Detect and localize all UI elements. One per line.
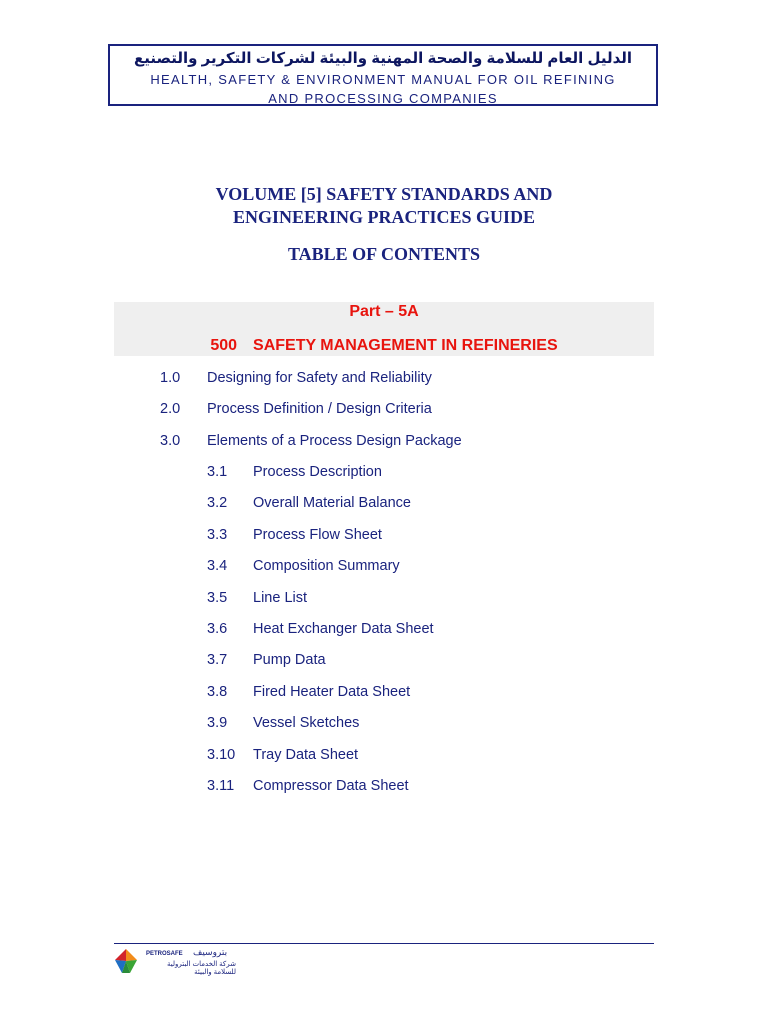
header-arabic-title: الدليل العام للسلامة والصحة المهنية والبيئة لشركات التكرير والتصنيع <box>133 50 633 67</box>
toc-item-number: 3.1 <box>207 464 228 480</box>
toc-item-label: Line List <box>253 590 308 606</box>
footer-arabic-brand: بتروسيف <box>193 947 228 957</box>
toc-item-number: 3.4 <box>207 558 228 574</box>
header-english-line-2: AND PROCESSING COMPANIES <box>268 91 498 106</box>
part-label: Part – 5A <box>349 303 419 320</box>
toc-item-number: 2.0 <box>160 401 181 417</box>
toc-item-number: 3.3 <box>207 527 228 543</box>
part-section-number: 500 <box>210 337 238 354</box>
volume-title-line-2: ENGINEERING PRACTICES GUIDE <box>232 207 536 227</box>
toc-item-label: Heat Exchanger Data Sheet <box>253 621 434 637</box>
toc-item-number: 3.0 <box>160 433 181 449</box>
part-banner <box>114 302 654 356</box>
toc-item-label: Compressor Data Sheet <box>253 778 409 794</box>
header-english-line-1: HEALTH, SAFETY & ENVIRONMENT MANUAL FOR OIL REFINING <box>150 72 616 87</box>
toc-item-number: 3.11 <box>207 778 235 794</box>
toc-item-label: Designing for Safety and Reliability <box>207 370 432 386</box>
part-section-heading <box>114 336 654 356</box>
toc-item-label: Overall Material Balance <box>253 495 411 511</box>
manual-header-box <box>108 44 658 106</box>
part-section-title: SAFETY MANAGEMENT IN REFINERIES <box>253 337 558 354</box>
volume-title <box>0 183 768 229</box>
toc-item-number: 3.9 <box>207 715 228 731</box>
toc-item-number: 3.7 <box>207 652 228 668</box>
toc-item-number: 3.8 <box>207 684 228 700</box>
footer-brand-name: PETROSAFE <box>146 951 183 957</box>
toc-item-label: Tray Data Sheet <box>253 747 359 763</box>
toc-item-label: Composition Summary <box>253 558 400 574</box>
toc-item-label: Process Flow Sheet <box>253 527 382 543</box>
footer-arabic-subtitle: شركة الخدمات البترولية للسلامة والبيئة <box>167 961 236 976</box>
toc-item-label: Process Description <box>253 464 382 480</box>
toc-item-label: Fired Heater Data Sheet <box>253 684 411 700</box>
volume-title-line-1: VOLUME [5] SAFETY STANDARDS AND <box>215 184 553 204</box>
toc-item-number: 3.5 <box>207 590 228 606</box>
toc-item-number: 3.2 <box>207 495 228 511</box>
footer-divider <box>114 943 654 944</box>
toc-item-label: Vessel Sketches <box>253 715 360 731</box>
toc-item-number: 1.0 <box>160 370 181 386</box>
toc-item-number: 3.6 <box>207 621 228 637</box>
toc-item-number: 3.10 <box>207 747 236 763</box>
toc-item-label: Elements of a Process Design Package <box>207 433 462 449</box>
toc-heading: TABLE OF CONTENTS <box>287 244 481 264</box>
petrosafe-logo-icon <box>114 948 138 974</box>
toc-item-label: Pump Data <box>253 652 326 668</box>
toc-item-label: Process Definition / Design Criteria <box>207 401 432 417</box>
